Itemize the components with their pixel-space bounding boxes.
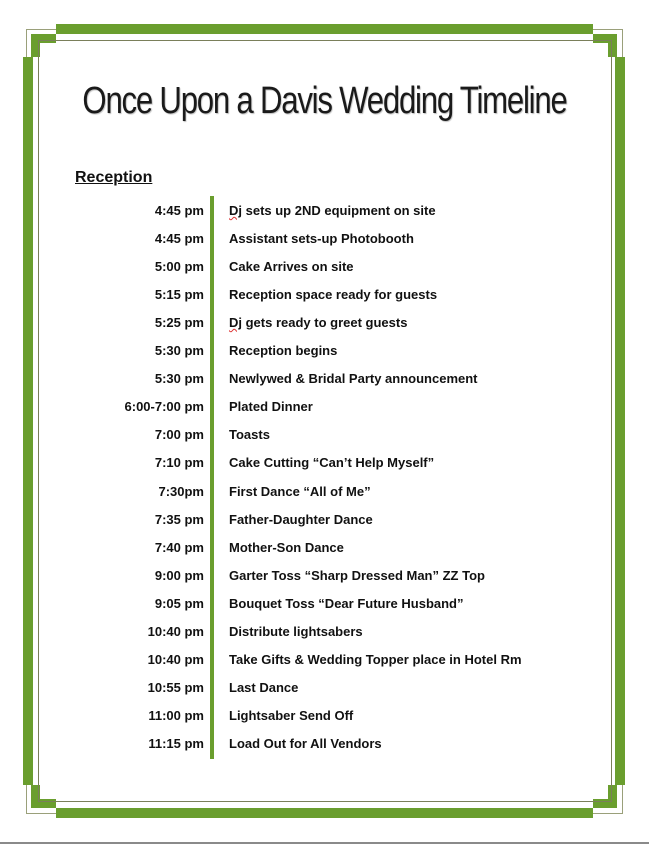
page-title: Once Upon a Davis Wedding Timeline <box>82 80 567 122</box>
timeline-event: Plated Dinner <box>229 399 313 415</box>
border-outer-tr-v <box>622 29 623 57</box>
timeline-row <box>0 673 649 701</box>
timeline-time: 4:45 pm <box>154 203 204 218</box>
timeline-row <box>0 448 649 476</box>
timeline-row <box>0 701 649 729</box>
border-bottom-bar <box>56 808 593 818</box>
border-outer-bl-h <box>26 813 56 814</box>
timeline-time: 10:55 pm <box>147 679 204 695</box>
timeline-row <box>0 364 649 392</box>
timeline-time: 7:40 pm <box>154 539 204 555</box>
timeline-row <box>0 196 649 224</box>
timeline-row <box>0 645 649 673</box>
timeline-event: Load Out for All Vendors <box>229 735 382 751</box>
timeline-time: 11:00 pm <box>148 707 204 723</box>
spellcheck-word: Dj <box>229 315 242 331</box>
timeline-row <box>0 533 649 561</box>
timeline-event: Lightsaber Send Off <box>229 707 354 723</box>
timeline-event: First Dance “All of Me” <box>229 483 371 499</box>
border-corner-tr-2 <box>608 34 617 57</box>
timeline-time: 5:30 pm <box>154 371 204 387</box>
timeline-time: 7:10 pm <box>154 455 204 471</box>
timeline-event: Dj sets up 2ND equipment on site <box>229 203 436 218</box>
timeline-row <box>0 505 649 533</box>
timeline-row <box>0 280 649 308</box>
timeline-time: 9:05 pm <box>154 595 204 611</box>
timeline-time: 5:15 pm <box>154 287 204 303</box>
border-outer-tr-h <box>593 29 623 30</box>
border-outer-tl-h <box>26 29 56 30</box>
timeline-time: 4:45 pm <box>154 231 204 247</box>
timeline-row <box>0 561 649 589</box>
timeline-row <box>0 252 649 280</box>
timeline-event: Distribute lightsabers <box>229 623 363 639</box>
section-heading-reception: Reception <box>75 169 153 186</box>
timeline-row <box>0 477 649 505</box>
border-inner-bottom-line <box>38 801 612 802</box>
timeline-time: 7:30pm <box>158 483 204 499</box>
timeline-time: 10:40 pm <box>147 623 204 639</box>
timeline-row <box>0 420 649 448</box>
timeline-time: 5:25 pm <box>154 315 204 331</box>
timeline-event: Cake Cutting “Can’t Help Myself” <box>229 455 435 471</box>
border-inner-top-line <box>38 40 612 41</box>
timeline-time: 10:40 pm <box>147 651 204 667</box>
timeline-time: 5:00 pm <box>154 259 204 275</box>
spellcheck-word: Dj <box>229 203 242 218</box>
timeline-event: Dj gets ready to greet guests <box>229 315 408 331</box>
border-outer-tl-v <box>26 29 27 57</box>
timeline-time: 5:30 pm <box>154 343 204 359</box>
timeline-row <box>0 224 649 252</box>
timeline-row <box>0 392 649 420</box>
timeline-event: Assistant sets-up Photobooth <box>229 231 414 247</box>
timeline-event: Reception space ready for guests <box>229 287 438 303</box>
border-outer-br-h <box>593 813 623 814</box>
timeline-event: Garter Toss “Sharp Dressed Man” ZZ Top <box>229 567 485 583</box>
border-outer-br-v <box>622 785 623 814</box>
timeline-row <box>0 729 649 757</box>
timeline-time: 7:00 pm <box>154 427 204 443</box>
timeline-event: Cake Arrives on site <box>229 259 354 275</box>
timeline-event: Bouquet Toss “Dear Future Husband” <box>229 595 464 611</box>
timeline-time: 9:00 pm <box>154 567 204 583</box>
timeline-time: 11:15 pm <box>148 735 204 751</box>
timeline-event: Toasts <box>229 427 270 443</box>
timeline-row <box>0 308 649 336</box>
timeline-event: Newlywed & Bridal Party announcement <box>229 371 478 387</box>
border-corner-br-2 <box>608 785 617 808</box>
timeline-event: Father-Daughter Dance <box>229 511 373 527</box>
border-outer-bl-v <box>26 785 27 814</box>
timeline-time: 7:35 pm <box>154 511 204 527</box>
timeline-event: Mother-Son Dance <box>229 539 344 555</box>
timeline-event: Last Dance <box>229 679 299 695</box>
timeline-event: Take Gifts & Wedding Topper place in Hotel Rm <box>229 651 522 667</box>
timeline-row <box>0 617 649 645</box>
timeline-time: 6:00-7:00 pm <box>124 399 204 415</box>
timeline-event: Reception begins <box>229 343 338 359</box>
timeline-row <box>0 336 649 364</box>
timeline-row <box>0 589 649 617</box>
border-top-bar <box>56 24 593 34</box>
